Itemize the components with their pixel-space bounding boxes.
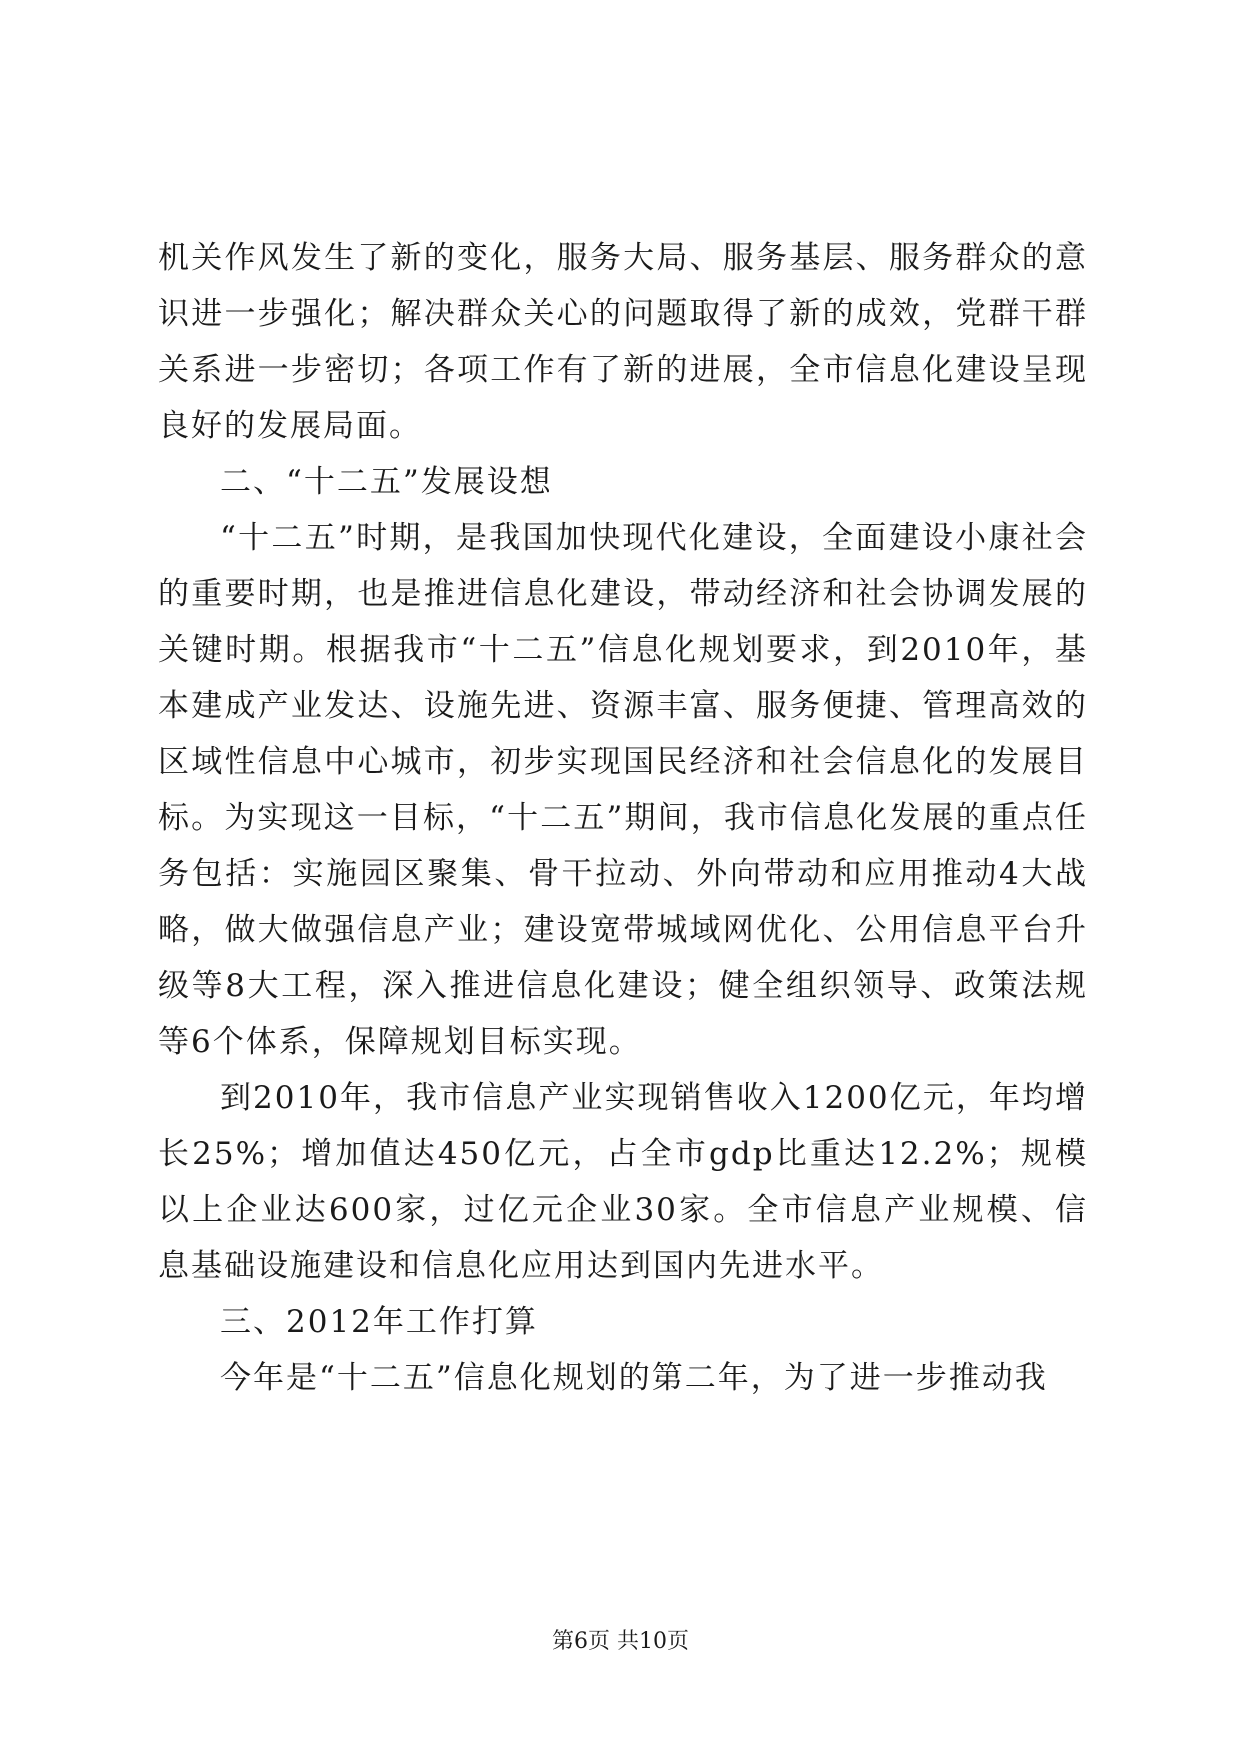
paragraph-4: 到2010年，我市信息产业实现销售收入1200亿元，年均增长25%；增加值达450亿元，占全市gdp比重达12.2%；规模以上企业达600家，过亿元企业30家。全市信息产业规模、信息基础设施建设和信息化应用达到国内先进水平。 [158, 1080, 1088, 1284]
section-heading-2: 二、“十二五”发展设想 [220, 464, 553, 500]
section-heading-3: 三、2012年工作打算 [220, 1304, 538, 1340]
paragraph-1: 机关作风发生了新的变化，服务大局、服务基层、服务群众的意识进一步强化；解决群众关心的问题取得了新的成效，党群干群关系进一步密切；各项工作有了新的进展，全市信息化建设呈现良好的发展局面。 [158, 240, 1088, 444]
paragraph-6: 今年是“十二五”信息化规划的第二年，为了进一步推动我 [220, 1360, 1048, 1396]
document-body [158, 230, 1088, 1406]
paragraph-3: “十二五”时期，是我国加快现代化建设，全面建设小康社会的重要时期，也是推进信息化建设，带动经济和社会协调发展的关键时期。根据我市“十二五”信息化规划要求，到2010年，基本建成产业发达、设施先进、资源丰富、服务便捷、管理高效的区域性信息中心城市，初步实现国民经济和社会信息化的发展目标。为实现这一目标，“十二五”期间，我市信息化发展的重点任务包括：实施园区聚集、骨干拉动、外向带动和应用推动4大战略，做大做强信息产业；建设宽带城域网优化、公用信息平台升级等8大工程，深入推进信息化建设；健全组织领导、政策法规等6个体系，保障规划目标实现。 [158, 520, 1088, 1060]
page-footer: 第6页 共10页 [552, 1629, 689, 1654]
